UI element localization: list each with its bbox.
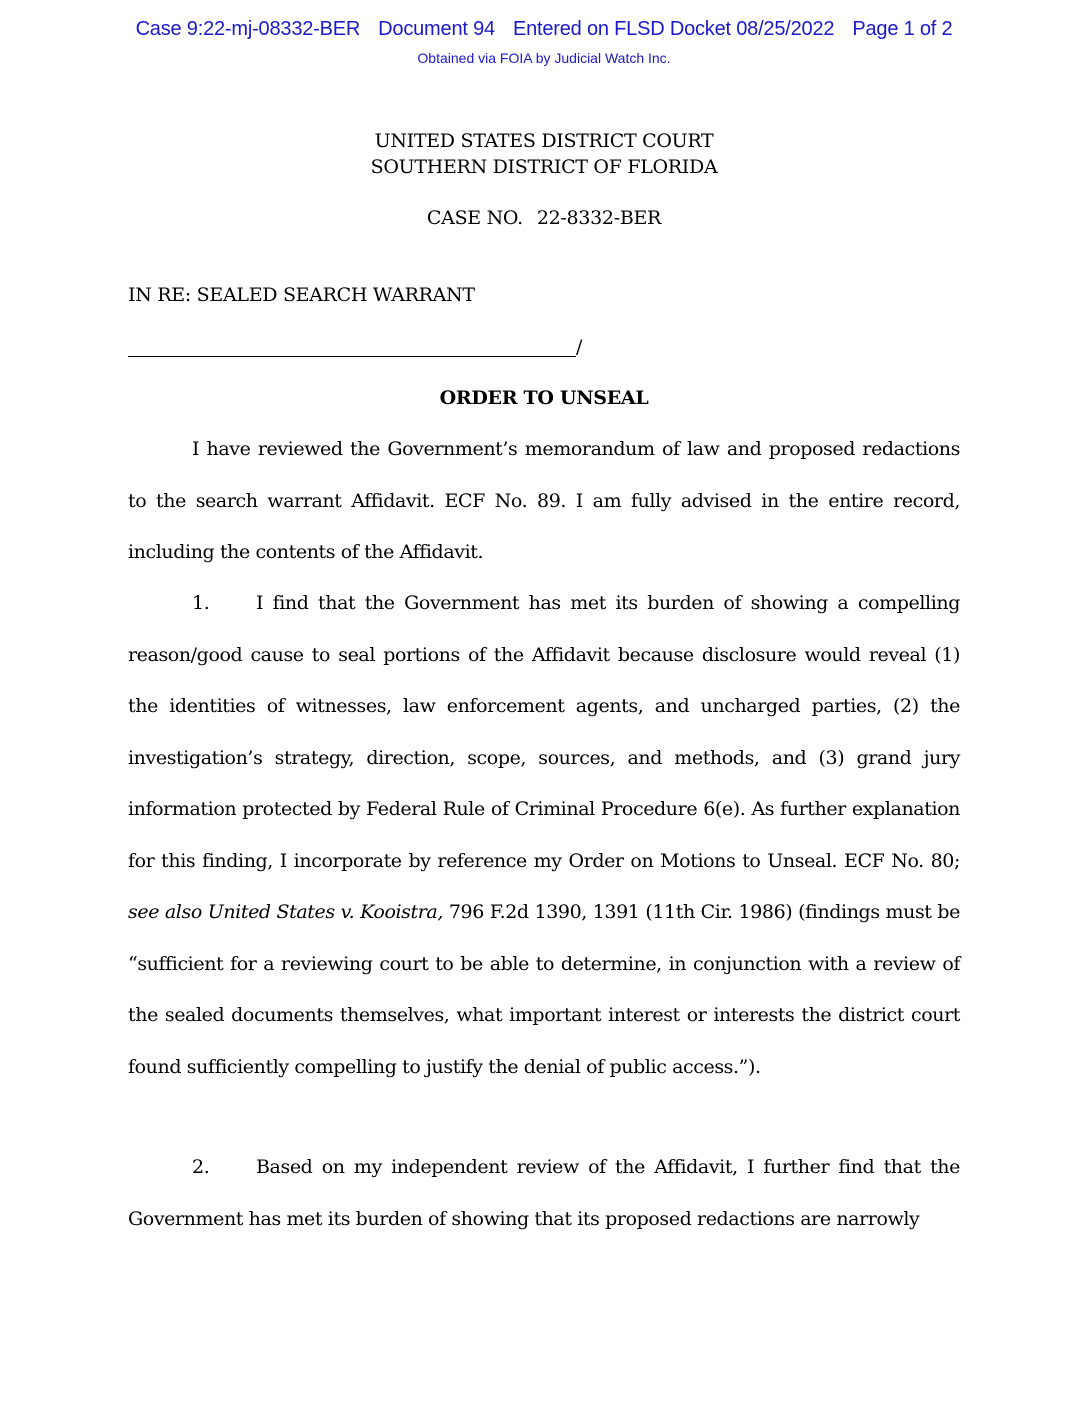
citation-case-name: United States v. Kooistra, (207, 901, 444, 923)
paragraph-1-text-b: 796 F.2d 1390, 1391 (11th Cir. 1986) (findings must be “sufficient for a reviewing court to be able to determine, in conjunction with a review of the sealed documents themselves, what important interest or interests the district court found sufficiently compelling to justify the denial of public access.”). (128, 901, 960, 1078)
stamp-entered-date: Entered on FLSD Docket 08/25/2022 (512, 18, 835, 40)
case-number: 22-8332-BER (536, 207, 662, 229)
document-title: ORDER TO UNSEAL (439, 387, 649, 409)
intro-paragraph: I have reviewed the Government’s memorandum of law and proposed redactions to the search warrant Affidavit. ECF No. 89. I am fully advised in the entire record, including the contents of the Affidavit. (128, 438, 960, 563)
case-number-line (0, 207, 1088, 229)
paragraph-1-number: 1. (192, 592, 210, 614)
paragraph-2-text: Based on my independent review of the Affidavit, I further find that the Government has met its burden of showing that its proposed redactions are narrowly (128, 1156, 960, 1230)
stamp-document-number: Document 94 (378, 18, 495, 40)
stamp-page-number: Page 1 of 2 (852, 18, 953, 40)
case-caption: IN RE: SEALED SEARCH WARRANT (128, 284, 475, 306)
stamp-case-number: Case 9:22-mj-08332-BER (135, 18, 361, 40)
caption-slash: / (576, 336, 583, 358)
foia-notice: Obtained via FOIA by Judicial Watch Inc. (417, 50, 671, 66)
citation-signal: see also (128, 901, 202, 923)
paragraph-1 (128, 578, 960, 1093)
caption-divider-line (128, 356, 576, 357)
paragraph-2 (128, 1142, 960, 1245)
court-district: SOUTHERN DISTRICT OF FLORIDA (370, 156, 718, 178)
case-number-label: CASE NO. (426, 207, 523, 229)
paragraph-2-number: 2. (192, 1156, 210, 1178)
paragraph-1-text-a: I find that the Government has met its burden of showing a compelling reason/good cause to seal portions of the Affidavit because disclosure would reveal (1) the identities of witnesses, law enforcement agents, and uncharged parties, (2) the investigation’s strategy, direction, scope, sources, and methods, and (3) grand jury information protected by Federal Rule of Criminal Procedure 6(e). As further explanation for this finding, I incorporate by reference my Order on Motions to Unseal. ECF No. 80; (128, 592, 960, 872)
court-name: UNITED STATES DISTRICT COURT (374, 130, 714, 152)
docket-stamp (0, 18, 1088, 41)
